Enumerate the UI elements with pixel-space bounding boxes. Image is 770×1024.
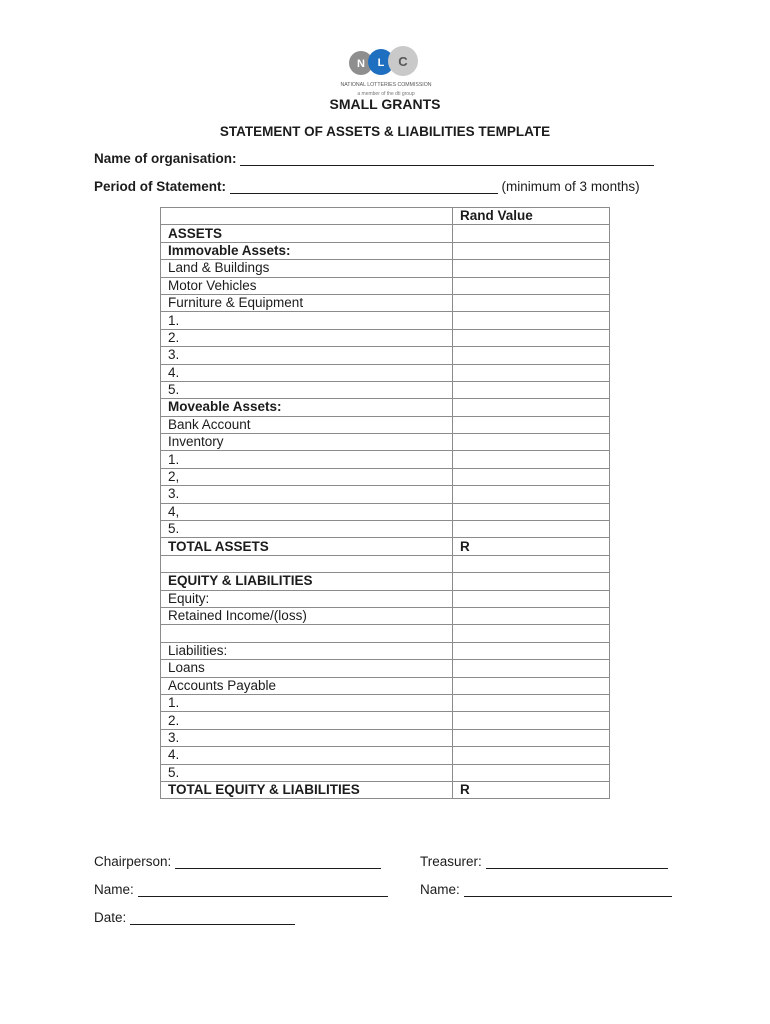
table-row	[161, 503, 610, 520]
row-label: 1.	[161, 451, 453, 468]
rand-value-cell[interactable]	[453, 381, 610, 398]
rand-value-cell[interactable]	[453, 225, 610, 242]
table-row	[161, 642, 610, 659]
rand-value-cell[interactable]	[453, 607, 610, 624]
rand-value-cell[interactable]	[453, 416, 610, 433]
row-label: 4,	[161, 503, 453, 520]
row-label: 1.	[161, 694, 453, 711]
table-row	[161, 329, 610, 346]
program-title: SMALL GRANTS	[329, 96, 441, 112]
row-label: 4.	[161, 747, 453, 764]
table-row	[161, 312, 610, 329]
row-label: 2.	[161, 329, 453, 346]
row-label: Liabilities:	[161, 642, 453, 659]
table-row	[161, 555, 610, 572]
document-title: STATEMENT OF ASSETS & LIABILITIES TEMPLATE	[219, 124, 551, 139]
table-body	[161, 208, 610, 799]
table-row	[161, 399, 610, 416]
table-row	[161, 260, 610, 277]
row-label: 5.	[161, 764, 453, 781]
table-row	[161, 764, 610, 781]
row-label	[161, 625, 453, 642]
rand-value-cell[interactable]	[453, 625, 610, 642]
rand-value-cell[interactable]	[453, 242, 610, 259]
chairperson-field[interactable]	[175, 854, 381, 869]
row-label: 3.	[161, 729, 453, 746]
table-row	[161, 781, 610, 798]
row-label	[161, 555, 453, 572]
row-label: Loans	[161, 660, 453, 677]
table-row	[161, 225, 610, 242]
date-row	[94, 910, 295, 925]
assets-liabilities-table	[160, 207, 610, 799]
row-label: Moveable Assets:	[161, 399, 453, 416]
row-label: TOTAL ASSETS	[161, 538, 453, 555]
logo-letter-n: N	[357, 58, 365, 70]
row-label: 5.	[161, 521, 453, 538]
date-label: Date:	[94, 910, 127, 925]
table-row	[161, 294, 610, 311]
rand-value-cell[interactable]	[453, 364, 610, 381]
rand-value-cell[interactable]	[453, 486, 610, 503]
chairperson-name-row	[94, 882, 388, 897]
table-row	[161, 416, 610, 433]
row-label: Accounts Payable	[161, 677, 453, 694]
row-label: Immovable Assets:	[161, 242, 453, 259]
treasurer-label: Treasurer:	[420, 854, 482, 869]
organisation-label: Name of organisation:	[94, 151, 237, 166]
table-row	[161, 381, 610, 398]
logo-letter-l: L	[377, 57, 385, 69]
rand-value-cell[interactable]	[453, 434, 610, 451]
table-row	[161, 660, 610, 677]
table-row	[161, 468, 610, 485]
row-label: Land & Buildings	[161, 260, 453, 277]
rand-value-header: Rand Value	[453, 208, 610, 225]
table-row	[161, 729, 610, 746]
rand-value-cell[interactable]	[453, 312, 610, 329]
table-row	[161, 712, 610, 729]
table-row	[161, 242, 610, 259]
table-row	[161, 625, 610, 642]
logo-org-name: NATIONAL LOTTERIES COMMISSION	[340, 82, 432, 88]
table-header-row	[161, 208, 610, 225]
rand-value-cell[interactable]	[453, 277, 610, 294]
chairperson-label: Chairperson:	[94, 854, 172, 869]
row-label: 1.	[161, 312, 453, 329]
rand-value-cell[interactable]	[453, 294, 610, 311]
row-label: Retained Income/(loss)	[161, 607, 453, 624]
organisation-field[interactable]	[240, 151, 654, 166]
treasurer-name-row	[420, 882, 672, 897]
row-label: TOTAL EQUITY & LIABILITIES	[161, 781, 453, 798]
chairperson-row	[94, 854, 381, 869]
nlc-logo	[340, 44, 432, 100]
period-label: Period of Statement:	[94, 179, 227, 194]
rand-value-cell[interactable]	[453, 660, 610, 677]
row-label: Bank Account	[161, 416, 453, 433]
chairperson-name-field[interactable]	[138, 882, 388, 897]
table-row	[161, 451, 610, 468]
row-label: Motor Vehicles	[161, 277, 453, 294]
table-row	[161, 434, 610, 451]
rand-value-cell[interactable]	[453, 677, 610, 694]
row-label: 3.	[161, 347, 453, 364]
rand-value-cell[interactable]: R	[453, 781, 610, 798]
rand-value-cell[interactable]	[453, 260, 610, 277]
treasurer-field[interactable]	[486, 854, 668, 869]
rand-value-cell[interactable]	[453, 347, 610, 364]
date-field[interactable]	[130, 910, 295, 925]
rand-value-cell[interactable]	[453, 642, 610, 659]
table-row	[161, 538, 610, 555]
logo-tagline: a member of the dti group	[357, 91, 415, 97]
rand-value-cell[interactable]	[453, 573, 610, 590]
rand-value-cell[interactable]: R	[453, 538, 610, 555]
table-row	[161, 364, 610, 381]
rand-value-cell[interactable]	[453, 590, 610, 607]
row-label: 4.	[161, 364, 453, 381]
row-label: Furniture & Equipment	[161, 294, 453, 311]
row-label: ASSETS	[161, 225, 453, 242]
header-blank-cell	[161, 208, 453, 225]
table-row	[161, 677, 610, 694]
row-label: Equity:	[161, 590, 453, 607]
rand-value-cell[interactable]	[453, 399, 610, 416]
rand-value-cell[interactable]	[453, 451, 610, 468]
row-label: Inventory	[161, 434, 453, 451]
organisation-row	[94, 151, 654, 166]
chairperson-name-label: Name:	[94, 882, 134, 897]
row-label: 3.	[161, 486, 453, 503]
row-label: 2.	[161, 712, 453, 729]
table-row	[161, 521, 610, 538]
rand-value-cell[interactable]	[453, 503, 610, 520]
rand-value-cell[interactable]	[453, 468, 610, 485]
rand-value-cell[interactable]	[453, 329, 610, 346]
row-label: EQUITY & LIABILITIES	[161, 573, 453, 590]
rand-value-cell[interactable]	[453, 764, 610, 781]
period-note: (minimum of 3 months)	[501, 179, 640, 194]
treasurer-name-label: Name:	[420, 882, 460, 897]
table-row	[161, 607, 610, 624]
rand-value-cell[interactable]	[453, 555, 610, 572]
table-row	[161, 694, 610, 711]
treasurer-name-field[interactable]	[464, 882, 672, 897]
table-row	[161, 590, 610, 607]
table-row	[161, 486, 610, 503]
treasurer-row	[420, 854, 668, 869]
row-label: 5.	[161, 381, 453, 398]
logo-letter-c: C	[398, 54, 408, 69]
rand-value-cell[interactable]	[453, 729, 610, 746]
rand-value-cell[interactable]	[453, 712, 610, 729]
period-row	[94, 179, 640, 194]
row-label: 2,	[161, 468, 453, 485]
rand-value-cell[interactable]	[453, 747, 610, 764]
table-row	[161, 347, 610, 364]
period-field[interactable]	[230, 179, 498, 194]
table-row	[161, 277, 610, 294]
table-row	[161, 747, 610, 764]
rand-value-cell[interactable]	[453, 521, 610, 538]
rand-value-cell[interactable]	[453, 694, 610, 711]
table-row	[161, 573, 610, 590]
